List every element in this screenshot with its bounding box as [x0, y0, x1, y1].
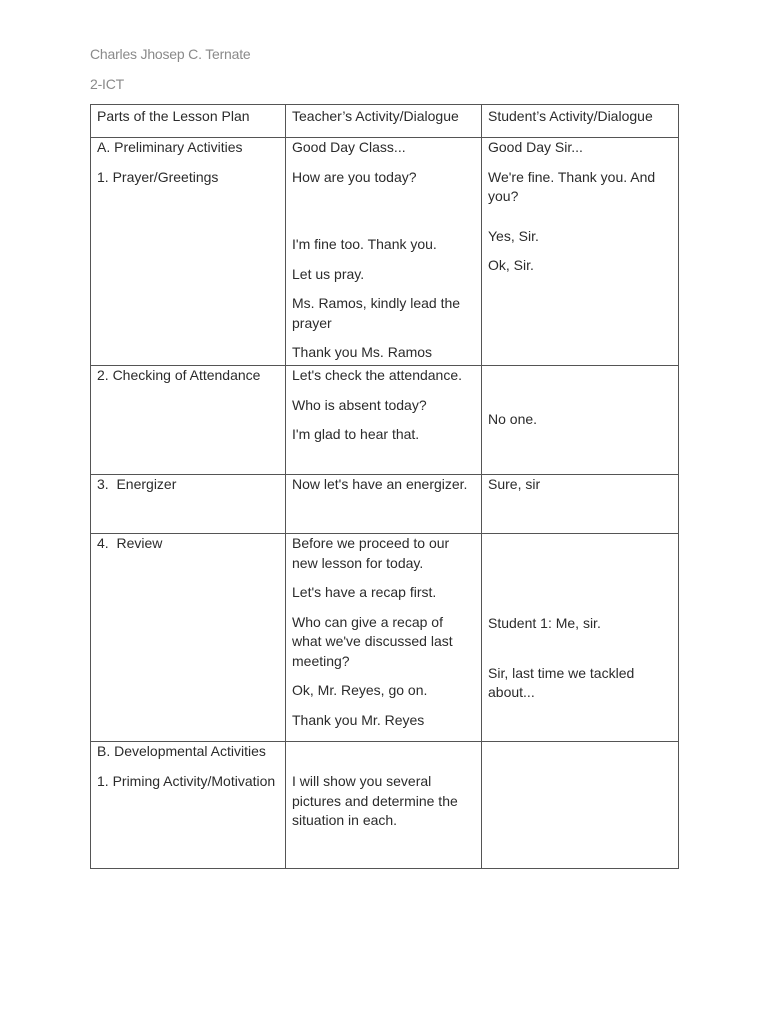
- teacher-cell: [286, 534, 482, 742]
- table-cell-text: 1. Priming Activity/Motivation: [97, 772, 276, 789]
- teacher-cell: [286, 138, 482, 366]
- table-cell-text: Let's have a recap first.: [292, 584, 437, 600]
- table-cell-text: Now let's have an energizer.: [292, 476, 468, 492]
- parts-cell: [91, 138, 286, 366]
- table-cell-text: Yes, Sir.: [488, 227, 539, 244]
- table-cell-text: Before we proceed to our new lesson for today.: [292, 535, 450, 571]
- student-cell: [482, 138, 679, 366]
- table-cell-text: 4. Review: [97, 535, 163, 551]
- table-row-energizer: [91, 475, 679, 534]
- table-header-row: [91, 105, 679, 138]
- parts-cell: [91, 534, 286, 742]
- class-section: 2-ICT: [90, 76, 125, 92]
- lesson-plan-table: [90, 104, 679, 869]
- table-cell-text: How are you today?: [292, 168, 417, 185]
- table-cell-text: Student 1: Me, sir.: [488, 615, 601, 631]
- table-cell-text: 2. Checking of Attendance: [97, 367, 261, 383]
- table-cell-text: Thank you Ms. Ramos: [292, 344, 433, 360]
- parts-cell: [91, 366, 286, 475]
- author-name: Charles Jhosep C. Ternate: [90, 46, 251, 62]
- student-cell: [482, 366, 679, 475]
- teacher-cell: [286, 742, 482, 869]
- column-header-parts: Parts of the Lesson Plan: [91, 105, 286, 138]
- table-cell-text: Sir, last time we tackled about...: [488, 664, 635, 700]
- table-cell-text: Let's check the attendance.: [292, 367, 463, 383]
- student-cell: [482, 534, 679, 742]
- table-cell-text: Sure, sir: [488, 476, 541, 492]
- table-cell-text: 1. Prayer/Greetings: [97, 168, 219, 185]
- table-cell-text: Good Day Class...: [292, 139, 406, 155]
- teacher-cell: [286, 475, 482, 534]
- table-row-developmental: [91, 742, 679, 869]
- table-cell-text: A. Preliminary Activities: [97, 139, 243, 155]
- table-row-attendance: [91, 366, 679, 475]
- table-cell-text: I'm glad to hear that.: [292, 426, 420, 442]
- table-cell-text: We're fine. Thank you. And you?: [488, 168, 656, 204]
- table-cell-text: I will show you several pictures and determine the situation in each.: [292, 773, 458, 828]
- table-cell-text: Good Day Sir...: [488, 139, 583, 155]
- parts-cell: [91, 475, 286, 534]
- table-cell-text: Ms. Ramos, kindly lead the prayer: [292, 295, 461, 331]
- table-cell-text: I'm fine too. Thank you.: [292, 236, 437, 252]
- table-cell-text: Ok, Mr. Reyes, go on.: [292, 682, 428, 698]
- student-cell: [482, 742, 679, 869]
- column-header-teacher: Teacher’s Activity/Dialogue: [286, 105, 482, 138]
- table-cell-text: Let us pray.: [292, 265, 365, 282]
- table-cell-text: Ok, Sir.: [488, 257, 534, 273]
- teacher-cell: [286, 366, 482, 475]
- student-cell: [482, 475, 679, 534]
- table-cell-text: 3. Energizer: [97, 476, 177, 492]
- table-row-review: [91, 534, 679, 742]
- table-cell-text: Who is absent today?: [292, 396, 427, 413]
- parts-cell: [91, 742, 286, 869]
- table-cell-text: B. Developmental Activities: [97, 743, 266, 759]
- table-cell-text: Thank you Mr. Reyes: [292, 711, 425, 728]
- column-header-student: Student’s Activity/Dialogue: [482, 105, 679, 138]
- table-cell-text: Who can give a recap of what we've discussed last meeting?: [292, 613, 453, 669]
- table-cell-text: No one.: [488, 411, 538, 428]
- table-row-prayer: [91, 138, 679, 366]
